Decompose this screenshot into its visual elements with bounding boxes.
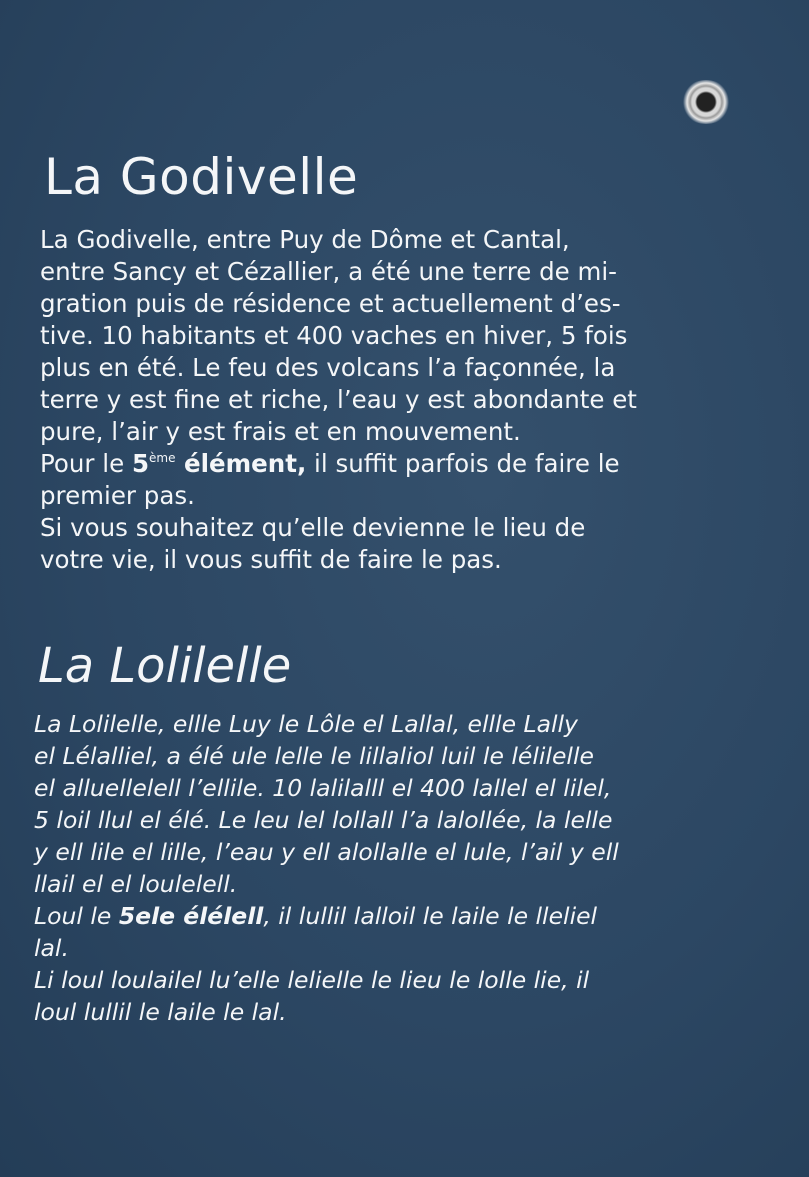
text-line: La Godivelle, entre Puy de Dôme et Cantal, <box>40 225 570 254</box>
screw-icon <box>680 80 732 124</box>
text-line: Li loul loulailel lu’elle lelielle le lieu le lolle lie, il <box>34 966 590 994</box>
text-line: La Lolilelle, ellle Luy le Lôle el Lallal, ellle Lally <box>34 710 578 738</box>
paragraph-godivelle <box>40 224 760 576</box>
text-line: plus en été. Le feu des volcans l’a façonnée, la <box>40 353 616 382</box>
text-span: Pour le <box>40 449 132 478</box>
text-line: loul lullil le laile le lal. <box>34 998 287 1026</box>
text-line: 5 loil llul el élé. Le leu lel lollall l’a lalollée, la lelle <box>34 806 613 834</box>
text-line: lal. <box>34 934 69 962</box>
text-line: Si vous souhaitez qu’elle devienne le lieu de <box>40 513 586 542</box>
text-line: entre Sancy et Cézallier, a été une terre de mi- <box>40 257 618 286</box>
bold-number: 5 <box>131 449 150 478</box>
text-span: il suffit parfois de faire le <box>306 449 620 478</box>
text-line: pure, l’air y est frais et en mouvement. <box>40 417 521 446</box>
text-span: Loul le <box>34 902 119 930</box>
text-line: llail el el loulelell. <box>34 870 238 898</box>
bold-text: 5ele élélell <box>118 902 264 930</box>
text-line: el alluellelell l’ellile. 10 lalilalll el 400 lallel el lilel, <box>34 774 612 802</box>
section-title-lolilelle: La Lolilelle <box>38 638 292 694</box>
section-title-godivelle: La Godivelle <box>44 148 359 206</box>
text-line: tive. 10 habitants et 400 vaches en hiver, 5 fois <box>40 321 628 350</box>
text-line: el Lélalliel, a élé ule lelle le lillaliol luil le lélilelle <box>34 742 594 770</box>
text-line <box>40 448 760 480</box>
text-span: , il lullil lalloil le laile le lleliel <box>263 902 598 930</box>
text-line: terre y est fine et riche, l’eau y est abondante et <box>40 385 637 414</box>
text-line <box>34 900 774 932</box>
text-line: premier pas. <box>40 481 195 510</box>
text-line: gration puis de résidence et actuellement d’es- <box>40 289 621 318</box>
text-line: votre vie, il vous suffit de faire le pas. <box>40 545 502 574</box>
text-line: y ell lile el lille, l’eau y ell alollalle el lule, l’ail y ell <box>34 838 619 866</box>
superscript: ème <box>149 451 176 465</box>
bold-text: élément, <box>175 449 307 478</box>
paragraph-lolilelle <box>34 708 774 1028</box>
